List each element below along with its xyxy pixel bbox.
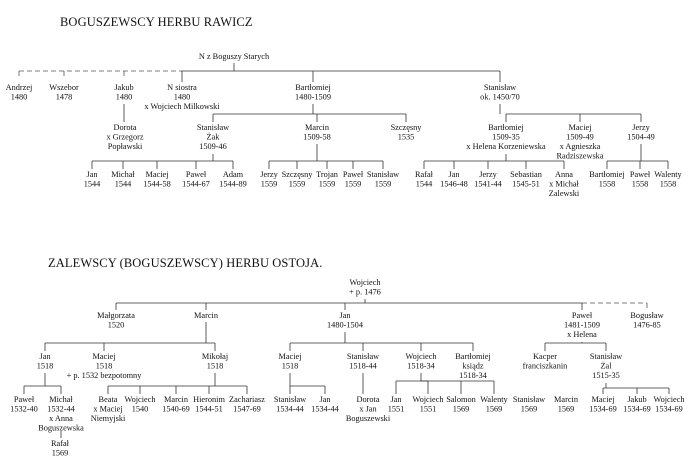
person-text-line: Wszebor [49,83,79,92]
person-text-line: Bartłomiej [295,83,331,92]
person-text-line: Paweł [185,170,207,179]
person-text-line: x Agnieszka [559,142,601,151]
person-text-line: 1534-44 [276,404,304,414]
person-text-line: Rafał [415,170,433,179]
person-text-line: Walenty [480,395,508,404]
person-text-line: x Wojciech Milkowski [144,102,220,111]
rawicz-person-bartlomiej3 [589,170,625,189]
person-text-line: 1480 [115,92,133,102]
person-text-line: 1551 [387,404,405,414]
rawicz-person-jerzy [627,123,655,142]
person-text-line: Jan [390,395,402,404]
person-text-line: 1559 [344,179,362,189]
person-text-line: Marcin [194,311,218,320]
ostoja-person-wojciech6 [653,395,685,414]
ostoja-person-marcin5 [554,395,579,414]
person-text-line: Jan [86,170,98,179]
ostoja-person-boguslaw [630,311,663,330]
person-text-line: 1558 [598,179,616,189]
ostoja-person-stanislaw-zal [590,352,622,380]
ostoja-person-jan [327,311,364,330]
person-text-line: Wojciech [412,395,444,404]
person-text-line: 1509-49 [566,132,594,142]
person-text-line: Stanisław [196,123,230,132]
person-text-line: 1546-48 [440,179,468,189]
person-text-line: Dorota [113,123,137,132]
person-text-line: 1558 [631,179,649,189]
person-text-line: 1544-51 [195,404,223,414]
rawicz-person-jan1 [84,170,101,189]
rawicz-person-bartlomiej2 [466,123,546,151]
person-text-line: 1481-1509 [564,320,600,330]
person-text-line: N siostra [167,83,197,92]
person-text-line: Żak [206,132,220,142]
person-text-line: 1532-44 [47,404,75,414]
person-text-line: Andrzej [5,83,33,92]
person-text-line: 1509-35 [492,132,520,142]
title-zalewscy-ostoja: ZALEWSCY (BOGUSZEWSCY) HERBU OSTOJA. [48,256,323,270]
person-text-line: 1547-69 [233,404,261,414]
person-text-line: 1558 [659,179,677,189]
person-text-line: 1476-85 [633,320,661,330]
ostoja-person-rafal5 [51,439,70,458]
rawicz-person-szczesny2 [282,170,314,189]
rawicz-person-bartlomiej [295,83,331,102]
person-text-line: Marcin [164,395,188,404]
ostoja-person-michal4 [38,395,84,433]
person-text-line: 1544-58 [143,179,171,189]
person-text-line: Paweł [342,170,364,179]
person-text-line: 1518-34 [407,361,435,371]
rawicz-person-stanislaw [480,83,520,102]
rawicz-person-szczesny [391,123,423,142]
person-text-line: 1544 [415,179,433,189]
person-text-line: Radziszewska [556,151,604,161]
person-text-line: 1480-1509 [295,92,331,102]
ostoja-person-wojciech3 [405,352,437,371]
person-text-line: 1480 [10,92,28,102]
person-text-line: 1480-1504 [327,320,363,330]
ostoja-person-marcin4 [162,395,190,414]
ostoja-person-bartlomiej3 [455,352,491,380]
rawicz-person-jerzy3 [474,170,503,189]
person-text-line: Jakub [627,395,647,404]
person-text-line: Bogusław [630,311,664,320]
person-text-line: Zachariasz [229,395,265,404]
person-text-line: Walenty [654,170,682,179]
person-text-line: Rafał [51,439,69,448]
rawicz-person-maciej1 [143,170,171,189]
person-text-line: Michał [49,395,73,404]
rawicz-person-jakub [114,83,133,102]
person-text-line: 1569 [520,404,538,414]
person-text-line: Stanisław [483,83,517,92]
person-text-line: Jerzy [479,170,497,179]
person-text-line: 1569 [485,404,503,414]
person-text-line: Szczęsny [390,123,422,132]
rawicz-person-pawel2 [343,170,364,189]
ostoja-person-wojciech5 [412,395,444,414]
person-text-line: 1509-46 [199,142,227,151]
person-text-line: Marcin [554,395,578,404]
person-text-line: Maciej [278,352,302,361]
ostoja-person-wojciech4 [124,395,156,414]
person-text-line: x Maciej [93,404,123,414]
person-text-line: 1518 [95,361,113,371]
person-text-line: Jan [339,311,351,320]
person-text-line: 1541-44 [474,179,502,189]
rawicz-person-maciej [557,123,604,161]
person-text-line: Marcin [305,123,329,132]
person-text-line: Jan [448,170,460,179]
ostoja-person-stanislaw5 [513,395,545,414]
person-text-line: + p. 1532 bezpotomny [66,371,142,380]
ostoja-person-malgorzata [97,311,135,330]
connector-lines [19,63,669,438]
ostoja-person-stanislaw4 [274,395,306,414]
ostoja-person-walenty4 [480,395,508,414]
rawicz-person-n-siostra [144,83,220,111]
person-text-line: 1544 [83,179,101,189]
ostoja-person-beata [91,395,126,423]
person-text-line: 1518 [281,361,299,371]
person-text-line: x Michał [549,179,579,189]
person-text-line: Szczęsny [281,170,313,179]
rawicz-person-walenty [654,170,682,189]
ostoja-person-salomon [446,395,476,414]
person-text-line: Jan [319,395,331,404]
person-text-line: 1532-40 [10,404,38,414]
person-text-line: Adam [222,170,244,179]
person-text-line: 1551 [419,404,437,414]
person-text-line: Bartłomiej [589,170,625,179]
person-text-line: 1569 [452,404,470,414]
person-text-line: franciszkanin [522,361,568,371]
rawicz-person-anna [549,170,580,198]
rawicz-person-stanislaw-zak [197,123,229,151]
person-text-line: 1559 [318,179,336,189]
person-text-line: Stanisław [512,395,546,404]
person-text-line: Zalewski [548,189,580,198]
person-text-line: Dorota [356,395,380,404]
person-text-line: x Anna [49,414,73,423]
person-text-line: 1520 [107,320,125,330]
person-text-line: 1544-67 [182,179,210,189]
person-text-line: Maciej [568,123,592,132]
person-text-line: 1515-35 [592,371,620,380]
person-text-line: Popławski [107,142,143,151]
person-text-line: Jan [39,352,51,361]
rawicz-person-trojan [316,170,339,189]
person-text-line: 1478 [55,92,73,102]
rawicz-person-adam [219,170,247,189]
person-text-line: N z Boguszy Starych [198,52,270,61]
person-text-line: Małgorzata [97,311,135,320]
ostoja-person-jan2 [37,352,54,371]
person-text-line: Trojan [316,170,338,179]
ostoja-person-marcin [194,311,219,320]
person-text-line: 1518-34 [459,371,487,380]
person-text-line: Maciej [92,352,116,361]
person-text-line: x Helena [567,330,597,339]
person-nodes [6,52,686,458]
person-text-line: 1559 [288,179,306,189]
person-text-line: + p. 1476 [349,287,381,297]
person-text-line: Stanisław [273,395,307,404]
ostoja-person-jan5 [388,395,405,414]
rawicz-person-rafal [415,170,434,189]
person-text-line: 1545-51 [512,179,540,189]
ostoja-person-jan4 [311,395,340,414]
person-text-line: Paweł [629,170,651,179]
person-text-line: Sebastian [510,170,542,179]
rawicz-person-wszebor [49,83,79,102]
rawicz-person-pawel1 [182,170,210,189]
rawicz-person-michal1 [111,170,135,189]
person-text-line: Kacper [533,352,557,361]
rawicz-person-sebastian [510,170,543,189]
rawicz-person-marcin [303,123,331,142]
ostoja-person-pawel4 [10,395,38,414]
ostoja-person-jakub5 [623,395,651,414]
person-text-line: 1544 [114,179,132,189]
ostoja-person-kacper [523,352,569,371]
person-text-line: 1569 [557,404,575,414]
person-text-line: Michał [111,170,135,179]
person-text-line: Maciej [145,170,169,179]
person-text-line: Salomon [446,395,476,404]
ostoja-person-maciej3 [278,352,301,371]
person-text-line: 1535 [397,132,415,142]
rawicz-person-stanislaw2 [367,170,399,189]
ostoja-person-zachariasz [229,395,265,414]
person-text-line: 1540 [131,404,149,414]
person-text-line: 1544-89 [219,179,247,189]
rawicz-person-jerzy2 [260,170,278,189]
person-text-line: Paweł [13,395,35,404]
person-text-line: Beata [98,395,118,404]
person-text-line: Anna [555,170,573,179]
ostoja-person-root [349,278,381,297]
person-text-line: Jerzy [260,170,278,179]
ostoja-person-mikolaj [202,352,228,371]
ostoja-person-maciej2 [67,352,143,380]
ostoja-person-stanislaw3 [347,352,379,371]
title-boguszewscy-rawicz: BOGUSZEWSCY HERBU RAWICZ [60,15,253,29]
person-text-line: x Grzegorz [106,132,144,142]
person-text-line: Bartłomiej [488,123,524,132]
person-text-line: Wojciech [124,395,156,404]
person-text-line: Stanisław [346,352,380,361]
person-text-line: 1509-58 [303,132,331,142]
person-text-line: Jerzy [632,123,650,132]
ostoja-person-hieronim [193,395,225,414]
person-text-line: Wojciech [349,278,381,287]
person-text-line: 1480 [173,92,191,102]
person-text-line: 1534-44 [311,404,339,414]
person-text-line: Niemyjski [90,414,126,423]
rawicz-person-dorota [106,123,143,151]
person-text-line: Wojciech [653,395,685,404]
rawicz-person-jan2 [440,170,468,189]
person-text-line: 1518 [206,361,224,371]
rawicz-person-andrzej [6,83,33,102]
person-text-line: x Helena Korzeniewska [466,142,546,151]
person-text-line: Stanisław [589,352,623,361]
person-text-line: Wojciech [405,352,437,361]
person-text-line: Bartłomiej [455,352,491,361]
person-text-line: 1534-69 [589,404,617,414]
ostoja-person-dorota4 [346,395,391,423]
person-text-line: 1504-49 [627,132,655,142]
person-text-line: 1559 [374,179,392,189]
ostoja-person-pawel [564,311,600,339]
person-text-line: ksiądz [462,361,484,371]
person-text-line: 1540-69 [162,404,190,414]
person-text-line: Boguszewski [345,414,391,423]
person-text-line: Paweł [571,311,593,320]
person-text-line: x Jan [359,404,377,414]
person-text-line: Jakub [114,83,134,92]
rawicz-person-pawel3 [630,170,651,189]
person-text-line: 1518-44 [349,361,377,371]
person-text-line: 1518 [36,361,54,371]
person-text-line: Mikołaj [201,352,229,361]
ostoja-person-maciej5 [589,395,617,414]
person-text-line: Boguszewska [38,423,84,433]
person-text-line: Żal [600,361,612,371]
person-text-line: 1534-69 [623,404,651,414]
person-text-line: ok. 1450/70 [480,92,520,102]
person-text-line: Hieronim [193,395,225,404]
person-text-line: Maciej [591,395,615,404]
person-text-line: 1569 [51,448,69,458]
person-text-line: Stanisław [366,170,400,179]
person-text-line: 1559 [260,179,278,189]
person-text-line: 1534-69 [655,404,683,414]
rawicz-person-root [199,52,270,61]
